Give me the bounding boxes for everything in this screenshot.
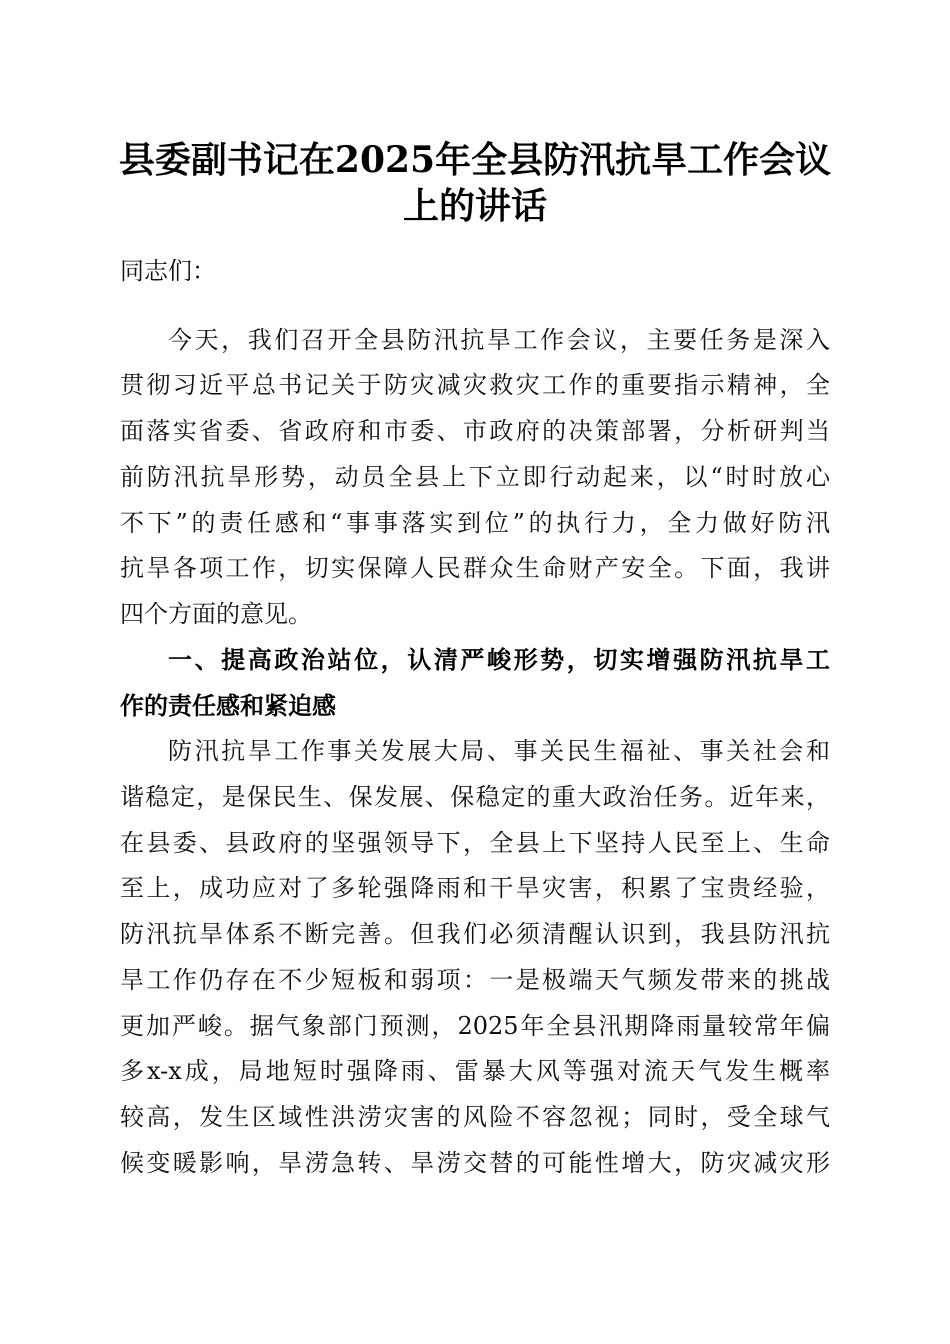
paragraph-1-line: 前防汛抗旱形势，动员全县上下立即行动起来，以“时时放心 xyxy=(120,463,830,491)
paragraph-1-line: 今天，我们召开全县防汛抗旱工作会议，主要任务是深入 xyxy=(168,326,830,354)
document-title-line-2: 上的讲话 xyxy=(402,185,547,227)
paragraph-2-line: 较高，发生区域性洪涝灾害的风险不容忽视；同时，受全球气 xyxy=(120,1103,830,1131)
salutation: 同志们： xyxy=(120,257,216,285)
paragraph-2-line: 在县委、县政府的坚强领导下，全县上下坚持人民至上、生命 xyxy=(120,829,830,857)
paragraph-1-line: 四个方面的意见。 xyxy=(120,600,312,628)
paragraph-1-line: 面落实省委、省政府和市委、市政府的决策部署，分析研判当 xyxy=(120,417,830,445)
paragraph-2-line: 多x-x成，局地短时强降雨、雷暴大风等强对流天气发生概率 xyxy=(120,1057,830,1085)
paragraph-1-line: 不下”的责任感和“事事落实到位”的执行力，全力做好防汛 xyxy=(120,509,830,537)
section-1-heading-line: 作的责任感和紧迫感 xyxy=(120,692,336,720)
paragraph-2-line: 谐稳定，是保民生、保发展、保稳定的重大政治任务。近年来， xyxy=(120,783,830,811)
paragraph-1-line: 抗旱各项工作，切实保障人民群众生命财产安全。下面，我讲 xyxy=(120,554,830,582)
paragraph-1-line: 贯彻习近平总书记关于防灾减灾救灾工作的重要指示精神，全 xyxy=(120,371,830,399)
section-1-heading-line: 一、提高政治站位，认清严峻形势，切实增强防汛抗旱工 xyxy=(168,646,830,674)
document-title-line-1: 县委副书记在2025年全县防汛抗旱工作会议 xyxy=(118,139,832,181)
paragraph-2-line: 旱工作仍存在不少短板和弱项：一是极端天气频发带来的挑战 xyxy=(120,966,830,994)
paragraph-2-line: 候变暖影响，旱涝急转、旱涝交替的可能性增大，防灾减灾形 xyxy=(120,1149,830,1177)
paragraph-2-line: 防汛抗旱工作事关发展大局、事关民生福祉、事关社会和 xyxy=(168,737,830,765)
paragraph-2-line: 至上，成功应对了多轮强降雨和干旱灾害，积累了宝贵经验， xyxy=(120,874,830,902)
paragraph-2-line: 更加严峻。据气象部门预测，2025年全县汛期降雨量较常年偏 xyxy=(120,1012,830,1040)
paragraph-2-line: 防汛抗旱体系不断完善。但我们必须清醒认识到，我县防汛抗 xyxy=(120,920,830,948)
